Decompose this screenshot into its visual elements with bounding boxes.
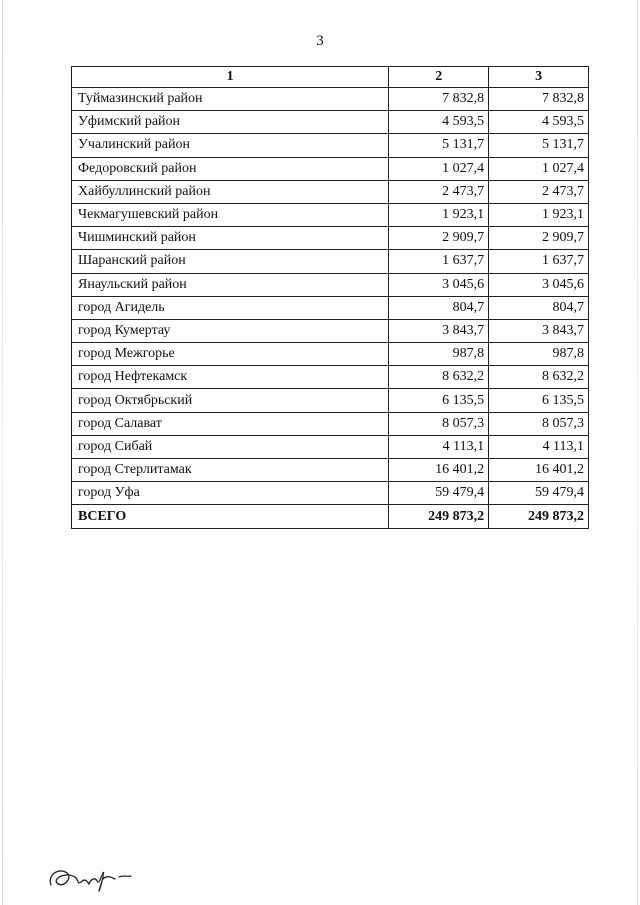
row-name: Чекмагушевский район	[72, 203, 389, 226]
row-col3: 6 135,5	[489, 389, 589, 412]
total-label: ВСЕГО	[72, 505, 389, 529]
row-col2: 5 131,7	[389, 134, 489, 157]
table-row	[72, 134, 589, 157]
row-col3: 8 632,2	[489, 366, 589, 389]
row-col3: 804,7	[489, 296, 589, 319]
page-number: 3	[316, 33, 324, 49]
table-row	[72, 227, 589, 250]
row-name: Федоровский район	[72, 157, 389, 180]
table-row	[72, 366, 589, 389]
row-col3: 4 113,1	[489, 435, 589, 458]
total-col3: 249 873,2	[489, 505, 589, 529]
table-row	[72, 88, 589, 111]
row-name: город Октябрьский	[72, 389, 389, 412]
table-row	[72, 343, 589, 366]
row-col2: 987,8	[389, 343, 489, 366]
row-col2: 1 637,7	[389, 250, 489, 273]
row-col2: 8 632,2	[389, 366, 489, 389]
row-col2: 7 832,8	[389, 88, 489, 111]
row-col3: 1 923,1	[489, 203, 589, 226]
column-header-1: 1	[72, 67, 389, 88]
row-col3: 16 401,2	[489, 459, 589, 482]
row-col2: 3 045,6	[389, 273, 489, 296]
row-col2: 2 909,7	[389, 227, 489, 250]
scan-edge-right	[637, 0, 638, 905]
row-col3: 2 473,7	[489, 180, 589, 203]
table-header-row	[72, 67, 589, 88]
row-name: город Межгорье	[72, 343, 389, 366]
row-col2: 4 113,1	[389, 435, 489, 458]
row-name: Янаульский район	[72, 273, 389, 296]
handwritten-signature	[45, 855, 137, 895]
allocation-table	[71, 66, 589, 529]
row-col2: 59 479,4	[389, 482, 489, 505]
row-name: город Нефтекамск	[72, 366, 389, 389]
table-row	[72, 250, 589, 273]
row-col3: 3 843,7	[489, 319, 589, 342]
row-col3: 1 637,7	[489, 250, 589, 273]
row-name: город Стерлитамак	[72, 459, 389, 482]
row-col3: 3 045,6	[489, 273, 589, 296]
table-row	[72, 412, 589, 435]
table-row	[72, 273, 589, 296]
row-col2: 1 027,4	[389, 157, 489, 180]
row-name: Чишминский район	[72, 227, 389, 250]
row-col2: 2 473,7	[389, 180, 489, 203]
row-col2: 804,7	[389, 296, 489, 319]
total-col2: 249 873,2	[389, 505, 489, 529]
row-name: Шаранский район	[72, 250, 389, 273]
row-col2: 1 923,1	[389, 203, 489, 226]
table-row	[72, 111, 589, 134]
row-col3: 59 479,4	[489, 482, 589, 505]
row-name: Уфимский район	[72, 111, 389, 134]
row-name: Туймазинский район	[72, 88, 389, 111]
table-body	[72, 88, 589, 505]
total-row	[72, 505, 589, 529]
row-col3: 2 909,7	[489, 227, 589, 250]
row-col2: 4 593,5	[389, 111, 489, 134]
row-col2: 8 057,3	[389, 412, 489, 435]
table-row	[72, 459, 589, 482]
row-name: город Сибай	[72, 435, 389, 458]
table-row	[72, 157, 589, 180]
row-name: город Агидель	[72, 296, 389, 319]
row-name: Хайбуллинский район	[72, 180, 389, 203]
row-col2: 6 135,5	[389, 389, 489, 412]
column-header-3: 3	[489, 67, 589, 88]
scan-edge-left	[2, 0, 3, 905]
row-col3: 5 131,7	[489, 134, 589, 157]
row-col3: 987,8	[489, 343, 589, 366]
table-row	[72, 435, 589, 458]
table-row	[72, 180, 589, 203]
row-name: город Кумертау	[72, 319, 389, 342]
row-col3: 1 027,4	[489, 157, 589, 180]
table-row	[72, 296, 589, 319]
row-col3: 7 832,8	[489, 88, 589, 111]
row-col3: 4 593,5	[489, 111, 589, 134]
table-row	[72, 389, 589, 412]
table-row	[72, 482, 589, 505]
row-col2: 3 843,7	[389, 319, 489, 342]
column-header-2: 2	[389, 67, 489, 88]
row-col3: 8 057,3	[489, 412, 589, 435]
table-row	[72, 319, 589, 342]
row-col2: 16 401,2	[389, 459, 489, 482]
row-name: Учалинский район	[72, 134, 389, 157]
row-name: город Салават	[72, 412, 389, 435]
table-row	[72, 203, 589, 226]
row-name: город Уфа	[72, 482, 389, 505]
